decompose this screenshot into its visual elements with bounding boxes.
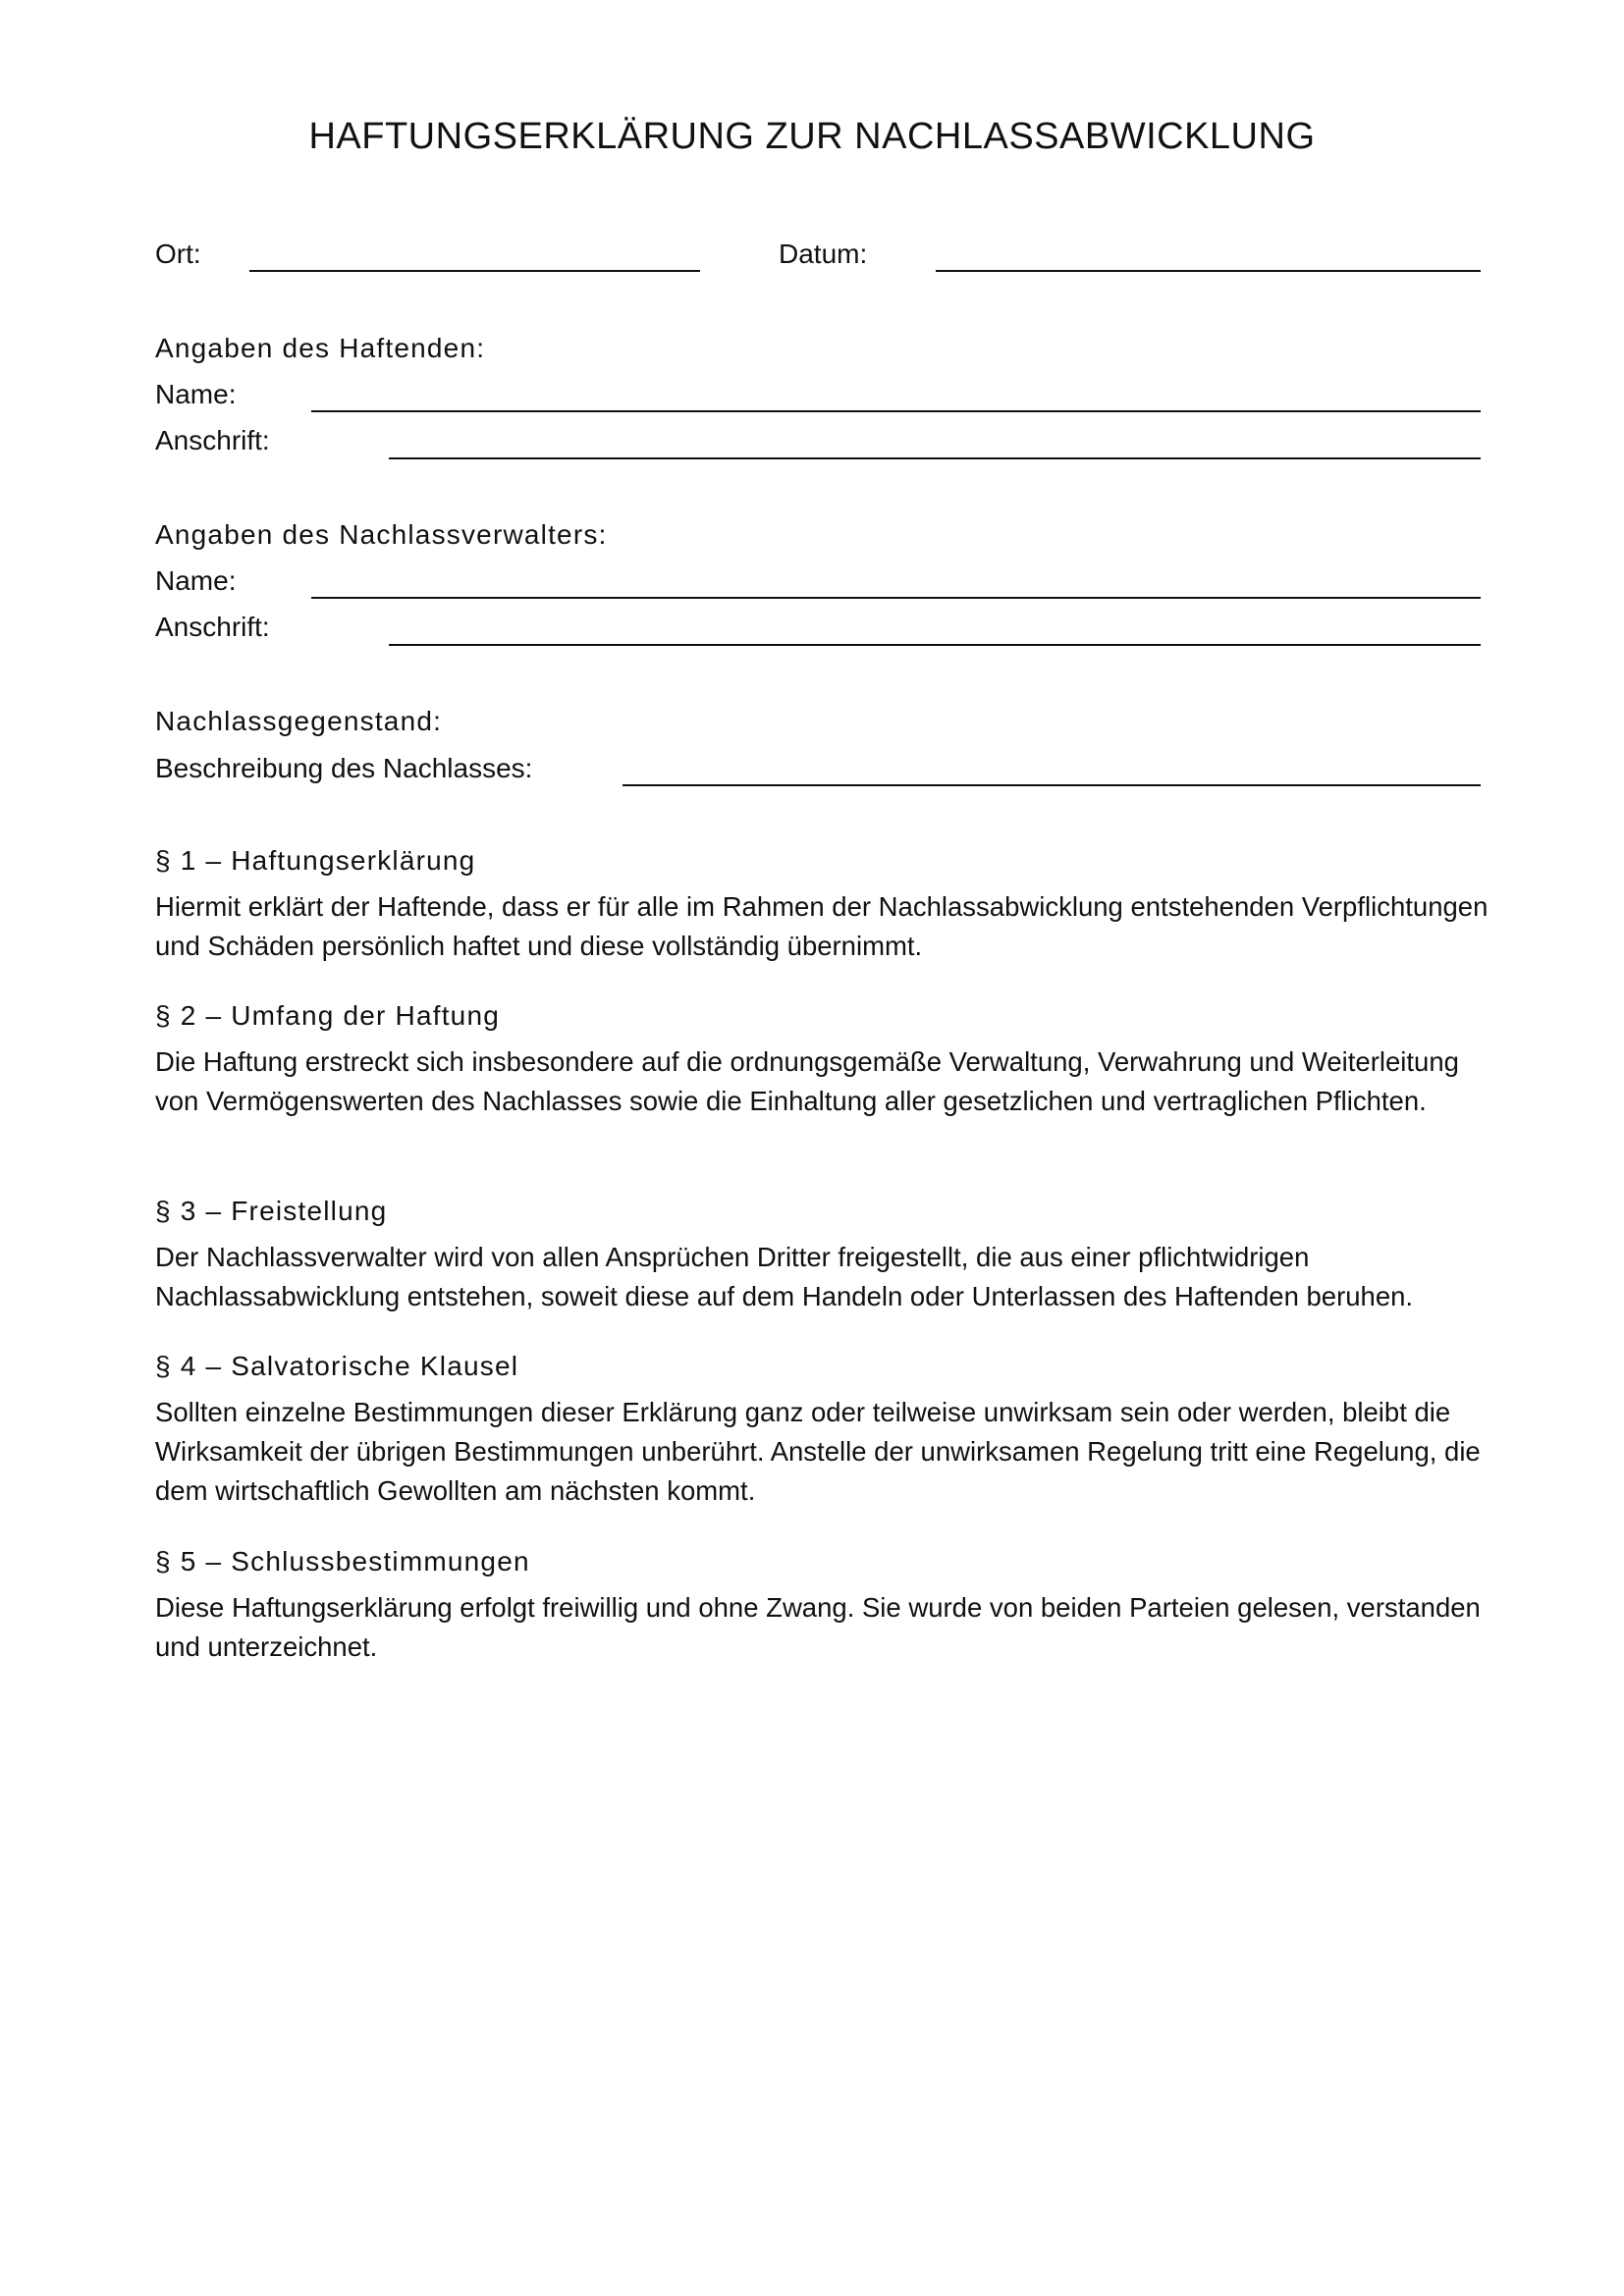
- section-1-text: Hiermit erklärt der Haftende, dass er für alle im Rahmen der Nachlassabwicklung entstehenden Verpflichtungen und Schäden persönlich haftet und diese vollständig übernimmt.: [155, 891, 1489, 961]
- section-2-heading: § 2 – Umfang der Haftung: [155, 1000, 500, 1031]
- document-title: HAFTUNGSERKLÄRUNG ZUR NACHLASSABWICKLUNG: [308, 116, 1316, 157]
- datum-field[interactable]: [936, 270, 1481, 272]
- nachlassverwalter-heading: Angaben des Nachlassverwalters:: [155, 519, 608, 550]
- section-3-heading: § 3 – Freistellung: [155, 1196, 388, 1226]
- nachlassverwalter-anschrift-field[interactable]: [389, 644, 1481, 646]
- ort-label: Ort:: [155, 239, 201, 269]
- ort-field[interactable]: [249, 270, 700, 272]
- beschreibung-label: Beschreibung des Nachlasses:: [155, 753, 533, 783]
- haftender-heading: Angaben des Haftenden:: [155, 333, 486, 363]
- nachlassverwalter-name-field[interactable]: [311, 597, 1481, 599]
- beschreibung-field[interactable]: [623, 784, 1481, 786]
- nachlassverwalter-name-label: Name:: [155, 565, 237, 596]
- section-3-text: Der Nachlassverwalter wird von allen Ansprüchen Dritter freigestellt, die aus einer pflichtwidrigen Nachlassabwicklung entstehen, soweit diese auf dem Handeln oder Unterlassen des Haftenden beruhen.: [155, 1242, 1414, 1311]
- section-2-text: Die Haftung erstreckt sich insbesondere auf die ordnungsgemäße Verwaltung, Verwahrung und Weiterleitung von Vermögenswerten des Nachlasses sowie die Einhaltung aller gesetzlichen und vertraglichen Pflichten.: [155, 1046, 1459, 1116]
- haftender-name-field[interactable]: [311, 410, 1481, 412]
- datum-label: Datum:: [779, 239, 868, 269]
- haftender-name-label: Name:: [155, 379, 237, 409]
- nachlassgegenstand-heading: Nachlassgegenstand:: [155, 706, 443, 736]
- haftender-anschrift-label: Anschrift:: [155, 425, 270, 455]
- section-5-text: Diese Haftungserklärung erfolgt freiwillig und ohne Zwang. Sie wurde von beiden Parteien gelesen, verstanden und unterzeichnet.: [155, 1592, 1481, 1662]
- section-1-heading: § 1 – Haftungserklärung: [155, 845, 476, 876]
- nachlassverwalter-anschrift-label: Anschrift:: [155, 612, 270, 642]
- section-4-text: Sollten einzelne Bestimmungen dieser Erklärung ganz oder teilweise unwirksam sein oder werden, bleibt die Wirksamkeit der übrigen Bestimmungen unberührt. Anstelle der unwirksamen Regelung tritt eine Regelung, die dem wirtschaftlich Gewollten am nächsten kommt.: [155, 1397, 1481, 1506]
- haftender-anschrift-field[interactable]: [389, 457, 1481, 459]
- section-5-heading: § 5 – Schlussbestimmungen: [155, 1546, 530, 1576]
- section-4-heading: § 4 – Salvatorische Klausel: [155, 1351, 519, 1381]
